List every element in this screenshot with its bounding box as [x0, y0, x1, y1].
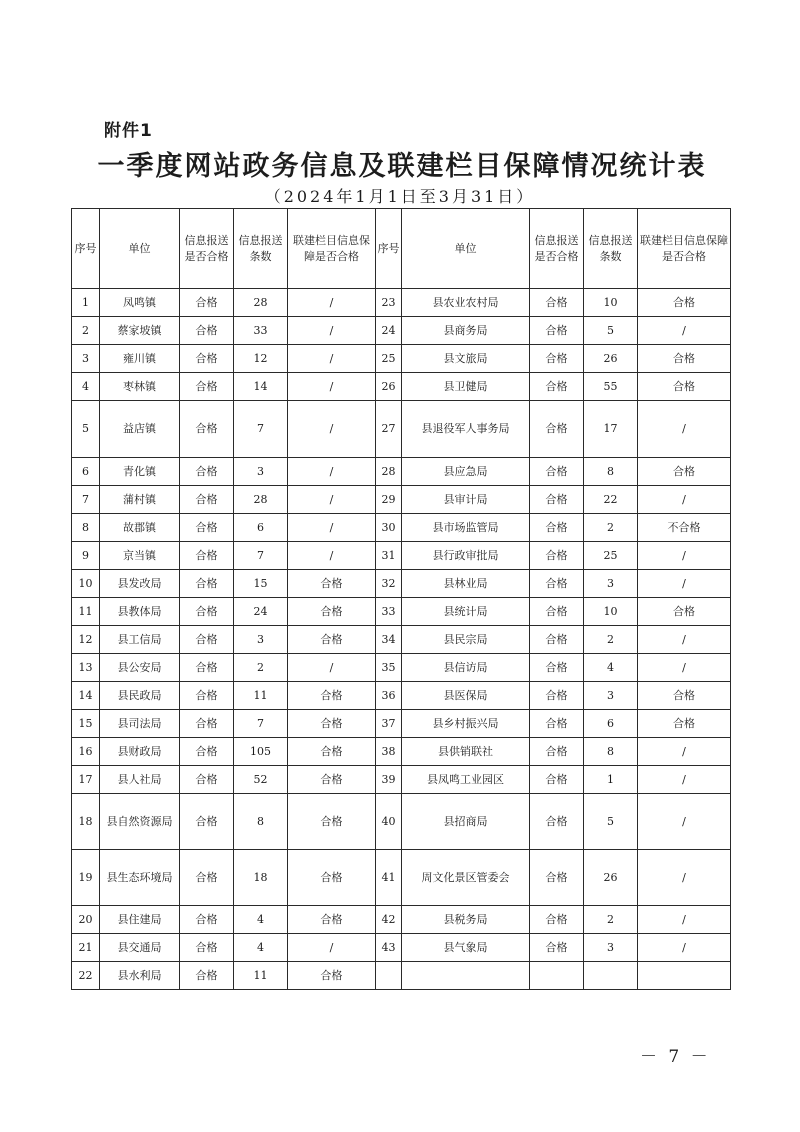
cell-seq: 13	[72, 654, 100, 682]
cell-column: /	[638, 542, 731, 570]
table-row	[72, 598, 731, 626]
cell-seq: 1	[72, 289, 100, 317]
table-row	[72, 345, 731, 373]
page-number: － 7 －	[640, 1047, 711, 1067]
cell-qualified: 合格	[530, 486, 584, 514]
cell-qualified: 合格	[180, 850, 234, 906]
table-body	[72, 289, 731, 990]
table-row	[72, 682, 731, 710]
cell-qualified: 合格	[530, 345, 584, 373]
cell-column: /	[288, 289, 376, 317]
cell-column: /	[288, 514, 376, 542]
cell-unit: 蔡家坡镇	[100, 317, 180, 345]
cell-column: /	[638, 401, 731, 458]
cell-seq: 33	[376, 598, 402, 626]
cell-seq: 14	[72, 682, 100, 710]
cell-count: 7	[234, 401, 288, 458]
cell-seq: 21	[72, 934, 100, 962]
cell-column	[638, 962, 731, 990]
cell-qualified: 合格	[180, 289, 234, 317]
cell-qualified: 合格	[530, 570, 584, 598]
cell-seq: 39	[376, 766, 402, 794]
cell-unit: 蒲村镇	[100, 486, 180, 514]
cell-unit: 县审计局	[402, 486, 530, 514]
cell-column: 合格	[288, 738, 376, 766]
cell-qualified: 合格	[530, 794, 584, 850]
cell-count: 3	[584, 570, 638, 598]
cell-unit: 县自然资源局	[100, 794, 180, 850]
cell-count: 26	[584, 345, 638, 373]
cell-seq: 17	[72, 766, 100, 794]
cell-seq: 18	[72, 794, 100, 850]
cell-count: 24	[234, 598, 288, 626]
cell-count: 55	[584, 373, 638, 401]
header-unit: 单位	[100, 209, 180, 289]
cell-seq: 43	[376, 934, 402, 962]
cell-unit: 县招商局	[402, 794, 530, 850]
cell-qualified: 合格	[180, 962, 234, 990]
cell-qualified: 合格	[180, 401, 234, 458]
cell-count	[584, 962, 638, 990]
cell-count: 3	[234, 458, 288, 486]
cell-count: 10	[584, 289, 638, 317]
table-row	[72, 514, 731, 542]
cell-unit: 县统计局	[402, 598, 530, 626]
cell-column: 合格	[288, 598, 376, 626]
cell-seq: 24	[376, 317, 402, 345]
cell-count: 5	[584, 794, 638, 850]
cell-qualified: 合格	[530, 626, 584, 654]
cell-unit: 县司法局	[100, 710, 180, 738]
cell-qualified: 合格	[530, 850, 584, 906]
cell-column: /	[288, 654, 376, 682]
cell-seq: 10	[72, 570, 100, 598]
cell-seq: 12	[72, 626, 100, 654]
date-range: （2024年1月1日至3月31日）	[264, 187, 536, 206]
statistics-table	[71, 208, 731, 990]
cell-count: 12	[234, 345, 288, 373]
cell-qualified: 合格	[180, 598, 234, 626]
cell-count: 22	[584, 486, 638, 514]
cell-seq: 11	[72, 598, 100, 626]
cell-qualified: 合格	[530, 766, 584, 794]
cell-seq: 26	[376, 373, 402, 401]
cell-qualified: 合格	[180, 710, 234, 738]
cell-unit: 县商务局	[402, 317, 530, 345]
cell-qualified: 合格	[530, 682, 584, 710]
cell-column: 合格	[288, 962, 376, 990]
document-title: 一季度网站政务信息及联建栏目保障情况统计表	[97, 151, 707, 182]
cell-column: /	[638, 738, 731, 766]
cell-seq: 37	[376, 710, 402, 738]
cell-qualified: 合格	[530, 458, 584, 486]
cell-count: 5	[584, 317, 638, 345]
table-row	[72, 962, 731, 990]
table-row	[72, 317, 731, 345]
cell-count: 15	[234, 570, 288, 598]
table-row	[72, 401, 731, 458]
cell-qualified: 合格	[530, 401, 584, 458]
header-qualified: 信息报送是否合格	[530, 209, 584, 289]
cell-seq: 35	[376, 654, 402, 682]
cell-qualified: 合格	[530, 373, 584, 401]
table-row	[72, 794, 731, 850]
cell-qualified: 合格	[530, 906, 584, 934]
cell-qualified: 合格	[180, 373, 234, 401]
cell-seq: 20	[72, 906, 100, 934]
cell-qualified: 合格	[530, 738, 584, 766]
cell-unit: 县医保局	[402, 682, 530, 710]
cell-column: /	[288, 934, 376, 962]
table-row	[72, 486, 731, 514]
cell-seq	[376, 962, 402, 990]
cell-count: 2	[584, 906, 638, 934]
cell-unit: 县凤鸣工业园区	[402, 766, 530, 794]
cell-column: 合格	[638, 710, 731, 738]
cell-count: 10	[584, 598, 638, 626]
cell-count: 11	[234, 962, 288, 990]
cell-qualified: 合格	[180, 317, 234, 345]
cell-unit: 县乡村振兴局	[402, 710, 530, 738]
cell-qualified: 合格	[530, 934, 584, 962]
cell-column: /	[638, 794, 731, 850]
cell-qualified: 合格	[180, 934, 234, 962]
cell-column: 合格	[288, 766, 376, 794]
cell-unit: 县退役军人事务局	[402, 401, 530, 458]
cell-unit: 县信访局	[402, 654, 530, 682]
cell-qualified: 合格	[180, 542, 234, 570]
cell-column: 合格	[288, 626, 376, 654]
cell-qualified: 合格	[530, 598, 584, 626]
cell-column: 合格	[638, 373, 731, 401]
cell-unit: 凤鸣镇	[100, 289, 180, 317]
cell-seq: 5	[72, 401, 100, 458]
cell-unit: 周文化景区管委会	[402, 850, 530, 906]
cell-column: /	[638, 317, 731, 345]
cell-column: /	[288, 317, 376, 345]
cell-column: /	[638, 850, 731, 906]
table-row	[72, 626, 731, 654]
cell-column: /	[288, 458, 376, 486]
cell-seq: 6	[72, 458, 100, 486]
cell-column: /	[638, 766, 731, 794]
cell-seq: 34	[376, 626, 402, 654]
cell-count: 3	[584, 682, 638, 710]
cell-count: 7	[234, 542, 288, 570]
cell-count: 17	[584, 401, 638, 458]
cell-qualified: 合格	[180, 906, 234, 934]
cell-column: 合格	[638, 345, 731, 373]
cell-unit: 县民政局	[100, 682, 180, 710]
cell-count: 2	[584, 626, 638, 654]
cell-column: 合格	[638, 458, 731, 486]
cell-column: 合格	[288, 850, 376, 906]
cell-unit: 枣林镇	[100, 373, 180, 401]
cell-qualified: 合格	[180, 794, 234, 850]
cell-unit: 县文旅局	[402, 345, 530, 373]
table-row	[72, 458, 731, 486]
cell-seq: 36	[376, 682, 402, 710]
cell-qualified: 合格	[180, 345, 234, 373]
cell-column: 不合格	[638, 514, 731, 542]
cell-seq: 23	[376, 289, 402, 317]
cell-seq: 28	[376, 458, 402, 486]
cell-unit: 益店镇	[100, 401, 180, 458]
cell-count: 4	[234, 934, 288, 962]
cell-count: 3	[584, 934, 638, 962]
table-header-row	[72, 209, 731, 289]
cell-unit: 县气象局	[402, 934, 530, 962]
cell-unit: 县供销联社	[402, 738, 530, 766]
header-column: 联建栏目信息保障是否合格	[288, 209, 376, 289]
cell-column: 合格	[638, 289, 731, 317]
cell-count: 33	[234, 317, 288, 345]
cell-count: 4	[584, 654, 638, 682]
cell-seq: 9	[72, 542, 100, 570]
cell-column: /	[638, 486, 731, 514]
cell-seq: 32	[376, 570, 402, 598]
cell-column: 合格	[638, 598, 731, 626]
cell-qualified: 合格	[180, 654, 234, 682]
cell-unit: 县教体局	[100, 598, 180, 626]
table-row	[72, 654, 731, 682]
cell-unit: 故郡镇	[100, 514, 180, 542]
cell-unit: 县生态环境局	[100, 850, 180, 906]
cell-column: /	[288, 542, 376, 570]
cell-count: 8	[584, 458, 638, 486]
cell-seq: 7	[72, 486, 100, 514]
cell-column: /	[638, 934, 731, 962]
cell-column: /	[638, 654, 731, 682]
cell-seq: 31	[376, 542, 402, 570]
cell-seq: 8	[72, 514, 100, 542]
cell-count: 14	[234, 373, 288, 401]
cell-seq: 27	[376, 401, 402, 458]
cell-seq: 19	[72, 850, 100, 906]
cell-count: 18	[234, 850, 288, 906]
cell-count: 105	[234, 738, 288, 766]
cell-count: 26	[584, 850, 638, 906]
attachment-label: 附件1	[104, 121, 153, 141]
cell-unit: 京当镇	[100, 542, 180, 570]
cell-count: 28	[234, 289, 288, 317]
cell-qualified: 合格	[530, 542, 584, 570]
cell-unit: 县林业局	[402, 570, 530, 598]
cell-column: /	[288, 345, 376, 373]
table-row	[72, 934, 731, 962]
cell-unit: 县行政审批局	[402, 542, 530, 570]
cell-count: 28	[234, 486, 288, 514]
cell-seq: 25	[376, 345, 402, 373]
cell-qualified: 合格	[180, 626, 234, 654]
cell-unit: 县公安局	[100, 654, 180, 682]
table-row	[72, 850, 731, 906]
cell-unit: 县税务局	[402, 906, 530, 934]
cell-qualified	[530, 962, 584, 990]
table-row	[72, 906, 731, 934]
header-unit: 单位	[402, 209, 530, 289]
cell-count: 6	[234, 514, 288, 542]
cell-seq: 15	[72, 710, 100, 738]
table-row	[72, 766, 731, 794]
cell-column: 合格	[288, 570, 376, 598]
cell-qualified: 合格	[530, 654, 584, 682]
cell-seq: 2	[72, 317, 100, 345]
cell-unit: 县农业农村局	[402, 289, 530, 317]
cell-seq: 41	[376, 850, 402, 906]
cell-count: 4	[234, 906, 288, 934]
cell-count: 25	[584, 542, 638, 570]
table-row	[72, 373, 731, 401]
cell-count: 7	[234, 710, 288, 738]
cell-count: 6	[584, 710, 638, 738]
cell-unit: 县市场监管局	[402, 514, 530, 542]
header-column: 联建栏目信息保障是否合格	[638, 209, 731, 289]
cell-count: 2	[234, 654, 288, 682]
cell-unit: 县民宗局	[402, 626, 530, 654]
cell-column: /	[288, 401, 376, 458]
cell-qualified: 合格	[530, 514, 584, 542]
cell-count: 3	[234, 626, 288, 654]
cell-column: /	[638, 570, 731, 598]
header-count: 信息报送条数	[584, 209, 638, 289]
cell-column: 合格	[288, 794, 376, 850]
cell-qualified: 合格	[180, 458, 234, 486]
cell-qualified: 合格	[530, 710, 584, 738]
cell-seq: 4	[72, 373, 100, 401]
cell-unit: 县财政局	[100, 738, 180, 766]
cell-unit: 县发改局	[100, 570, 180, 598]
cell-seq: 22	[72, 962, 100, 990]
cell-column: /	[288, 373, 376, 401]
cell-qualified: 合格	[180, 766, 234, 794]
cell-qualified: 合格	[180, 570, 234, 598]
cell-count: 1	[584, 766, 638, 794]
cell-column: 合格	[288, 710, 376, 738]
cell-count: 8	[234, 794, 288, 850]
cell-column: 合格	[638, 682, 731, 710]
cell-count: 11	[234, 682, 288, 710]
cell-qualified: 合格	[180, 486, 234, 514]
cell-count: 8	[584, 738, 638, 766]
cell-unit: 县卫健局	[402, 373, 530, 401]
cell-count: 52	[234, 766, 288, 794]
table-row	[72, 738, 731, 766]
header-seq: 序号	[376, 209, 402, 289]
cell-qualified: 合格	[530, 317, 584, 345]
header-qualified: 信息报送是否合格	[180, 209, 234, 289]
cell-unit: 县交通局	[100, 934, 180, 962]
cell-unit: 县住建局	[100, 906, 180, 934]
cell-column: 合格	[288, 906, 376, 934]
table-row	[72, 570, 731, 598]
header-seq: 序号	[72, 209, 100, 289]
cell-unit: 县水利局	[100, 962, 180, 990]
cell-column: /	[638, 626, 731, 654]
cell-column: 合格	[288, 682, 376, 710]
cell-seq: 29	[376, 486, 402, 514]
cell-column: /	[288, 486, 376, 514]
cell-count: 2	[584, 514, 638, 542]
header-count: 信息报送条数	[234, 209, 288, 289]
cell-unit: 县人社局	[100, 766, 180, 794]
cell-unit: 县应急局	[402, 458, 530, 486]
cell-qualified: 合格	[180, 514, 234, 542]
cell-column: /	[638, 906, 731, 934]
cell-unit: 县工信局	[100, 626, 180, 654]
cell-seq: 40	[376, 794, 402, 850]
cell-unit	[402, 962, 530, 990]
table-row	[72, 710, 731, 738]
table-row	[72, 542, 731, 570]
cell-seq: 30	[376, 514, 402, 542]
cell-seq: 38	[376, 738, 402, 766]
cell-qualified: 合格	[180, 682, 234, 710]
cell-qualified: 合格	[180, 738, 234, 766]
cell-seq: 42	[376, 906, 402, 934]
cell-unit: 青化镇	[100, 458, 180, 486]
cell-qualified: 合格	[530, 289, 584, 317]
cell-seq: 3	[72, 345, 100, 373]
cell-seq: 16	[72, 738, 100, 766]
table-row	[72, 289, 731, 317]
cell-unit: 雍川镇	[100, 345, 180, 373]
